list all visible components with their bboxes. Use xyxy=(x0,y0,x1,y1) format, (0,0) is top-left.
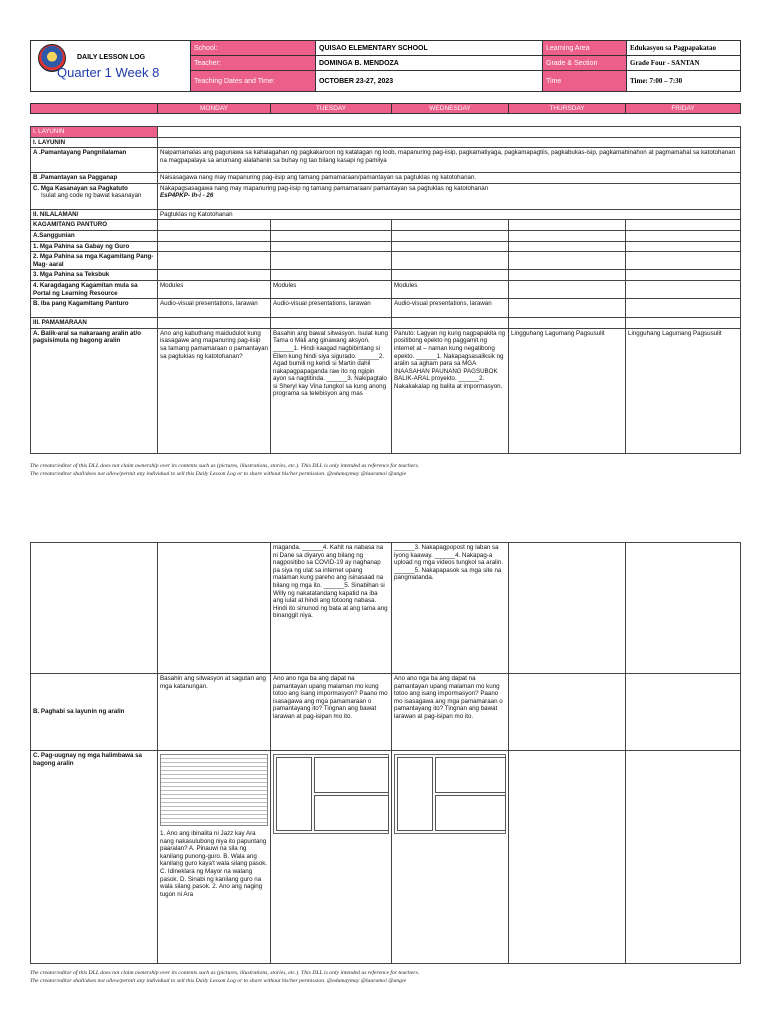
cell-empty xyxy=(626,220,741,231)
row-label-pamamaraan: III. PAMAMARAAN xyxy=(31,318,158,329)
grade-value: Grade Four - SANTAN xyxy=(627,56,741,71)
cell-empty xyxy=(158,230,271,241)
cell-empty xyxy=(392,241,509,252)
cell-empty xyxy=(158,543,271,674)
kasanayan-code: EsP4PKP- Ih-i - 26 xyxy=(160,192,214,200)
footer-line-1: The creator/editor of this DLL does not claim ownership over its contents such as (pictures, illustrations, stories, etc.). This DLL is only intended as reference for teachers. xyxy=(30,463,420,469)
day-tuesday: TUESDAY xyxy=(271,104,392,114)
row-label-layunin: I. LAYUNIN xyxy=(31,137,158,148)
row-label-kasanayan xyxy=(31,183,158,209)
footer-line-2: The creator/editor shall/does not allow/permit any individual to sell this Daily Lesson Log or to share without his/her permission. @edumaymay @lauramoi @angie xyxy=(30,977,407,984)
cell-empty xyxy=(626,674,741,751)
pag-uugnay-tuesday xyxy=(271,751,392,964)
row-label-teksbuk: 3. Mga Pahina sa Teksbuk xyxy=(31,270,158,281)
cell-empty xyxy=(158,252,271,270)
area-label: Learning Area xyxy=(543,41,627,56)
continued-tuesday: maganda. ______4. Kahit na nabasa na ni Dane sa diyaryo ang bilang ng nagpositibo sa COVID-19 ay naghanap pa siya ng ulat sa internet upang malaman kung pareho ang isinasaad na bilang ng mga ito. ______5. Sinabihan si Willy ng nakatatandang kapatid na iba ang iulat at hindi ang totoong nabasa. Hindi ito sinunod ng bata at ang tama ang binanggit niya. xyxy=(271,543,392,674)
school-value: QUISAO ELEMENTARY SCHOOL xyxy=(316,41,543,56)
school-label: School: xyxy=(191,41,316,56)
cell-empty xyxy=(509,230,626,241)
cell-empty xyxy=(509,252,626,270)
portal-tuesday: Modules xyxy=(271,280,392,298)
area-value: Edukasyon sa Pagpapakatao xyxy=(627,41,741,56)
comic-panel xyxy=(314,795,389,831)
days-row xyxy=(30,103,741,114)
row-label-sanggunian: A.Sanggunian xyxy=(31,230,158,241)
cell-empty xyxy=(626,241,741,252)
cell-empty xyxy=(271,220,392,231)
continued-wednesday: ______3. Nakapagpopost ng laban sa iyong kaaway. ______4. Nakapag-a upload ng mga videos tungkol sa aralin. ______5. Nakapapasok sa mga site na pangmatanda. xyxy=(392,543,509,674)
header-logo-cell xyxy=(31,41,191,92)
lesson-table xyxy=(30,126,741,454)
cell-empty xyxy=(509,270,626,281)
cell-empty xyxy=(158,318,271,329)
day-friday: FRIDAY xyxy=(626,104,741,114)
story-text-image xyxy=(160,754,268,826)
cell-empty xyxy=(271,318,392,329)
balik-aral-tuesday: Basahin ang bawat sitwasyon. Isulat kung Tama o Mali ang ginawang aksyon. ______1. Hindi kaagad nagbibintang si Ellen kung hindi siya sigurado. ______2. Agad bumili ng kendi si Martin dahil nakapagpapaganda raw ito ng ngipin ayon sa nagtitinda. ______3. Nakipagtalo si Sheryl kay Vina tungkol sa kung anong programa sa telebisyon ang mas xyxy=(271,328,392,453)
row-label-iba-pang-kagamitan: B. Iba pang Kagamitang Panturo xyxy=(31,299,158,318)
cell-empty xyxy=(158,127,741,138)
cell-empty xyxy=(392,220,509,231)
section-layunin-header: I. LAYUNIN xyxy=(31,127,158,138)
cell-empty xyxy=(626,230,741,241)
cell-empty xyxy=(158,241,271,252)
paghabi-wednesday: Ano ano nga ba ang dapat na pamantayan upang malaman mo kung totoo ang isang impormasyon? Paano mo isasagawa ang mga pamamaraan o pamantayang ito? Tingnan ang bawat larawan at pag-isipan mo ito. xyxy=(392,674,509,751)
kasanayan-text: Nakapagsasagawa nang may mapanuring pag-iisip ng tamang pamamaraan/ pamantayan sa pagtuklas ng katotohanan xyxy=(160,184,489,192)
cell-empty xyxy=(271,252,392,270)
cell-empty xyxy=(31,543,158,674)
cell-empty xyxy=(626,252,741,270)
cell-empty xyxy=(392,252,509,270)
row-label-nilalaman: II. NILALAMAN/ xyxy=(31,209,158,220)
footer-disclaimer-p2 xyxy=(30,970,750,985)
kagamitan-wednesday: Audio-visual presentations, larawan xyxy=(392,299,509,318)
pag-uugnay-questions: 1. Ano ang ibinalita ni Jazz kay Ara nang nakasulubong niya ito papuntang paaralan? A. Pinauwi na sila ng kanilang punong-guro. B. Wala ang kanilang guro kaya't wala silang pasok. C. Idineklara ng Mayor na walang pasok. D. Sinabi ng kanilang guro na wala silang pasok. 2. Ano ang naging tugon ni Ara xyxy=(160,830,268,898)
day-monday: MONDAY xyxy=(158,104,271,114)
days-blank xyxy=(31,104,158,114)
comic-illustration-tuesday xyxy=(273,754,389,834)
cell-empty xyxy=(158,220,271,231)
comic-panel xyxy=(435,795,506,831)
dates-label: Teaching Dates and Time: xyxy=(191,71,316,92)
portal-wednesday: Modules xyxy=(392,280,509,298)
row-label-paghabi: B. Paghabi sa layunin ng aralin xyxy=(31,674,158,751)
balik-aral-friday: Lingguhang Lagumang Pagsusulit xyxy=(626,328,741,453)
row-label-balik-aral: A. Balik-aral sa nakaraang aralin at/o pagsisimula ng bagong aralin xyxy=(31,328,158,453)
cell-empty xyxy=(392,270,509,281)
kasanayan-cell xyxy=(158,183,741,209)
portal-monday: Modules xyxy=(158,280,271,298)
cell-empty xyxy=(509,674,626,751)
kagamitan-monday: Audio-visual presentations, larawan xyxy=(158,299,271,318)
cell-empty xyxy=(509,318,626,329)
cell-empty xyxy=(509,280,626,298)
day-thursday: THURSDAY xyxy=(509,104,626,114)
cell-empty xyxy=(626,299,741,318)
cell-empty xyxy=(626,280,741,298)
paghabi-tuesday: Ano ano nga ba ang dapat na pamantayan upang malaman mo kung totoo ang isang impormasyon? Paano mo isasagawa ang mga pamamaraan o pamantayang ito? Tingnan ang bawat larawan at pag-isipan mo ito. xyxy=(271,674,392,751)
teacher-value: DOMINGA B. MENDOZA xyxy=(316,56,543,71)
cell-empty xyxy=(271,230,392,241)
cell-empty xyxy=(509,543,626,674)
balik-aral-thursday: Lingguhang Lagumang Pagsusulit xyxy=(509,328,626,453)
footer-line-2: The creator/editor shall/does not allow/permit any individual to sell this Daily Lesson Log or to share without his/her permission. @edumaymay @lauramoi @angie xyxy=(30,470,407,477)
header-table xyxy=(30,40,741,92)
balik-aral-wednesday: Panuto: Lagyan ng kung nagpapakita ng positibong epekto ng paggamit ng internet at – naman kung negatibong epekto. ______1. Nakapagsasaliksik ng aralin sa agham para sa MGA INAASAHAN PAUNANG PAGSUBOK BALIK-ARAL proyekto. ______2. Nakakakalap ng balita at impormasyon. xyxy=(392,328,509,453)
kasanayan-sub: Isulat ang code ng bawat kasanayan xyxy=(41,192,142,200)
pagganap-text: Naisasagawa nang may mapanuring pag-iisip ang tamang pamamaraan/pamantayan sa pagtuklas ng katotohanan. xyxy=(158,173,741,184)
pag-uugnay-monday xyxy=(158,751,271,964)
row-label-gabay: 1. Mga Pahina sa Gabay ng Guro xyxy=(31,241,158,252)
cell-empty xyxy=(392,230,509,241)
cell-empty xyxy=(392,318,509,329)
kasanayan-title: C. Mga Kasanayan sa Pagkatuto xyxy=(33,184,128,192)
cell-empty xyxy=(509,299,626,318)
day-wednesday: WEDNESDAY xyxy=(392,104,509,114)
nilalaman-text: Pagtuklas ng Katotohanan xyxy=(158,209,741,220)
lesson-table-continued xyxy=(30,542,741,964)
time-value: Time: 7:00 – 7:30 xyxy=(627,71,741,92)
cell-empty xyxy=(158,270,271,281)
cell-empty xyxy=(509,751,626,964)
time-label: Time xyxy=(543,71,627,92)
cell-empty xyxy=(626,318,741,329)
row-label-pag-uugnay: C. Pag-uugnay ng mga halimbawa sa bagong aralin xyxy=(31,751,158,964)
cell-empty xyxy=(626,543,741,674)
cell-empty xyxy=(509,220,626,231)
row-label-kagamitan: KAGAMITANG PANTURO xyxy=(31,220,158,231)
paghabi-monday: Basahin ang sitwasyon at sagutan ang mga katanungan. xyxy=(158,674,271,751)
cell-empty xyxy=(626,751,741,964)
row-label-kagamitang-mag-aaral: 2. Mga Pahina sa mga Kagamitang Pang- Mag- aaral xyxy=(31,252,158,270)
page-one xyxy=(0,0,768,500)
kagamitan-tuesday: Audio-visual presentations, larawan xyxy=(271,299,392,318)
cell-empty xyxy=(158,137,741,148)
grade-label: Grade & Section xyxy=(543,56,627,71)
row-label-pangnilalaman: A .Pamantayang Pangnilalaman xyxy=(31,148,158,173)
dates-value: OCTOBER 23-27, 2023 xyxy=(316,71,543,92)
comic-panel xyxy=(397,757,433,831)
pangnilalaman-text: Naipamamalas ang pagunawa sa kahalagahan ng pagkakaroon ng katatagan ng loob, mapanuring pag-iisip, pagkamatiyaga, pagkamapagtiis, pagkabukas-isip, pagkamahinahon at pagmamahal sa katotohanan na magpapalaya sa anumang alalahanin sa buhay ng tao bilang kasapi ng pamilya xyxy=(158,148,741,173)
cell-empty xyxy=(271,270,392,281)
footer-disclaimer-p1 xyxy=(30,463,750,478)
footer-line-1: The creator/editor of this DLL does not claim ownership over its contents such as (pictures, illustrations, stories, etc.). This DLL is only intended as reference for teachers. xyxy=(30,970,420,976)
cell-empty xyxy=(626,270,741,281)
pag-uugnay-wednesday xyxy=(392,751,509,964)
cell-empty xyxy=(509,241,626,252)
comic-panel xyxy=(435,757,506,793)
quarter-label: Quarter 1 Week 8 xyxy=(57,65,160,80)
row-label-portal: 4. Karagdagang Kagamitan mula sa Portal ng Learning Resource xyxy=(31,280,158,298)
cell-empty xyxy=(271,241,392,252)
page-two xyxy=(0,500,768,1024)
comic-illustration-wednesday xyxy=(394,754,506,834)
comic-panel xyxy=(314,757,389,793)
balik-aral-monday: Ano ang kabuthang maidudulot kung isasagawe ang mapanuring pag-iisip sa tamang pamamaraan o pamantayan sa pagtuklas ng katotohanan? xyxy=(158,328,271,453)
teacher-label: Teacher: xyxy=(191,56,316,71)
row-label-pagganap: B .Pamantayan sa Pagganap xyxy=(31,173,158,184)
comic-panel xyxy=(276,757,312,831)
dll-title: DAILY LESSON LOG xyxy=(77,54,146,61)
